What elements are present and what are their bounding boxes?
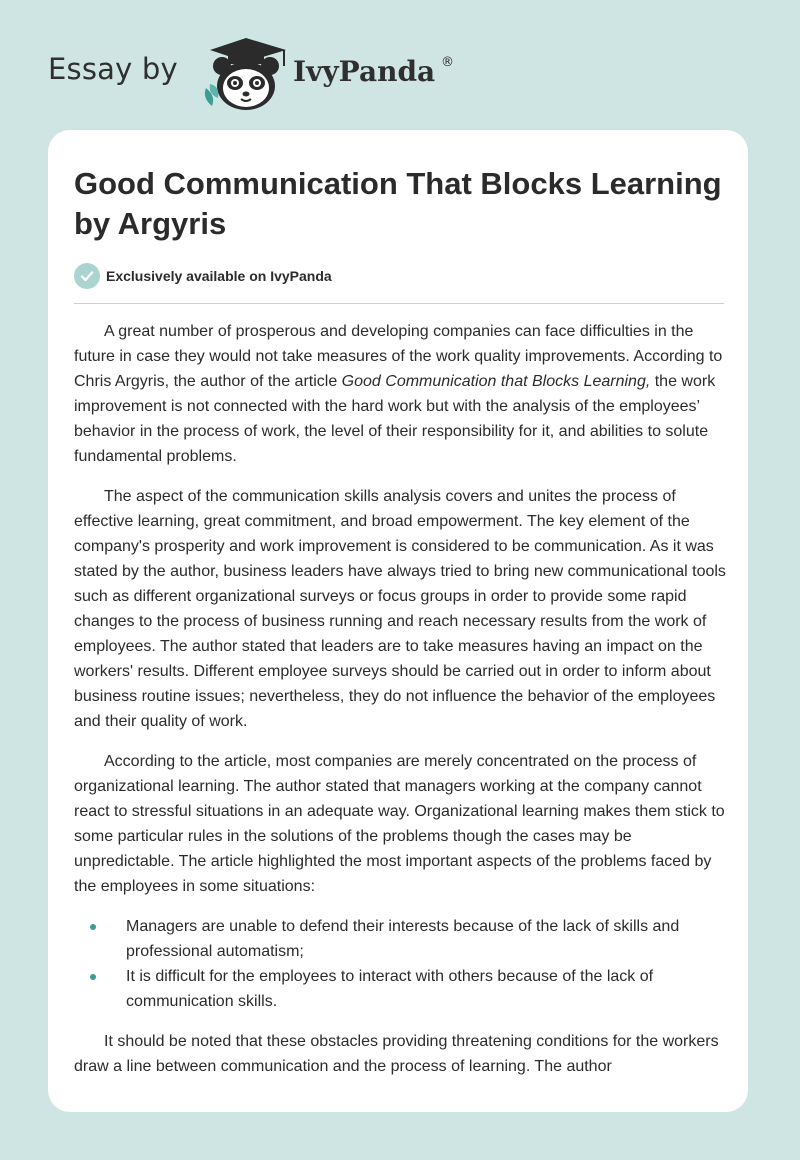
- essay-by-label: Essay by: [48, 52, 178, 86]
- list-item: [126, 964, 726, 1014]
- list-item-text: Managers are unable to defend their interests because of the lack of skills and professional automatism;: [126, 918, 680, 960]
- paragraph-3: According to the article, most companies are merely concentrated on the process of organizational learning. The author stated that managers working at the company cannot react to stressful situations in an adequate way. Organizational learning makes them stick to some particular rules in the solutions of the problems though the cases may be unpredictable. The article highlighted the most important aspects of the problems faced by the employees in some situations:: [74, 753, 725, 895]
- registered-mark: ®: [441, 55, 454, 70]
- article-title-italic: Good Communication that Blocks Learning,: [341, 373, 651, 390]
- site-header: [0, 0, 800, 130]
- paragraph-1: [74, 319, 726, 469]
- brand-name[interactable]: IvyPanda: [293, 55, 436, 88]
- paragraph-4: It should be noted that these obstacles providing threatening conditions for the workers draw a line between communication and the process of learning. The author: [74, 1033, 719, 1075]
- badge-text: Exclusively available on IvyPanda: [106, 268, 332, 284]
- list-item-text: It is difficult for the employees to interact with others because of the lack of communication skills.: [126, 968, 654, 1010]
- bullet-dot-icon: [90, 974, 96, 980]
- exclusive-badge: [74, 263, 332, 289]
- check-icon: [74, 263, 100, 289]
- essay-title: Good Communication That Blocks Learning by Argyris: [74, 166, 722, 241]
- divider: [74, 303, 724, 304]
- list-item: [126, 914, 726, 964]
- paragraph-2: The aspect of the communication skills analysis covers and unites the process of effective learning, great commitment, and broad empowerment. The key element of the company's prosperity and work improvement is considered to be communication. As it was stated by the author, business leaders have always tried to bring new communicational tools such as different organizational surveys or focus groups in order to provide some rapid changes to the process of business running and reach necessary results from the work of employees. The author stated that leaders are to take measures having an impact on the workers' results. Different employee surveys should be carried out in order to inform about business routine issues; nevertheless, they do not influence the behavior of the employees and their quality of work.: [74, 488, 726, 730]
- paragraph-1-text-end: the work improvement is not connected with the hard work but with the analysis of the employees’ behavior in the process of work, the level of their responsibility for it, and abilities to solute fundamental problems.: [74, 373, 716, 465]
- essay-body: [74, 319, 726, 1094]
- essay-card: [48, 130, 748, 1112]
- panda-graduate-icon[interactable]: [200, 36, 290, 112]
- paragraph-1-text-start: A great number of prosperous and developing companies can face difficulties in the future in case they would not take measures of the work quality improvements. According to Chris Argyris, the author of the article: [74, 323, 723, 390]
- problems-list: [74, 914, 726, 1014]
- bullet-dot-icon: [90, 924, 96, 930]
